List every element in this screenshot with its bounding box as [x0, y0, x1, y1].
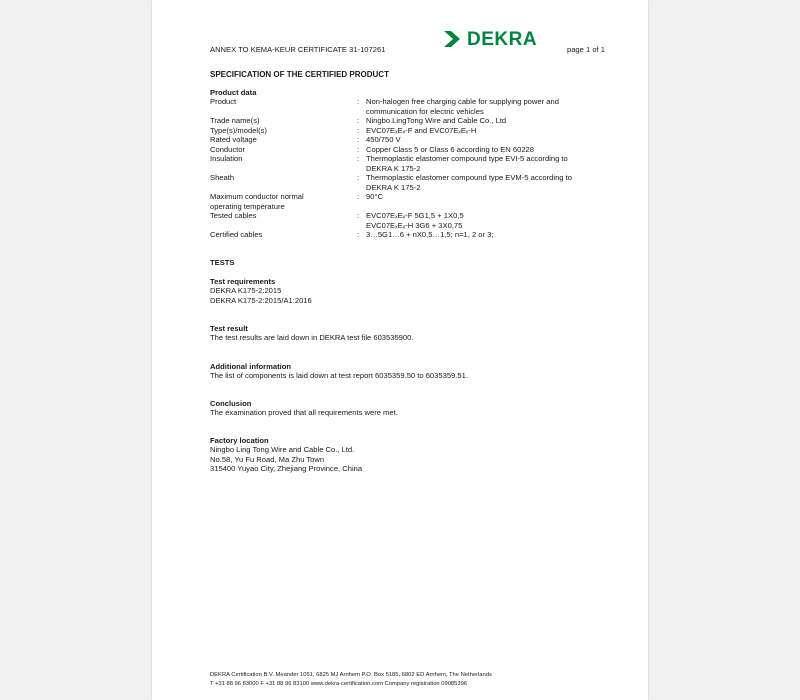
spec-row-value: Thermoplastic elastomer compound type EVI-5 according to — [366, 154, 568, 163]
spec-row-value: communication for electric vehicles — [366, 106, 484, 116]
spec-row-label: Certified cables — [210, 230, 263, 239]
spec-row-label: Tested cables — [210, 211, 257, 220]
factory-address-line: No.58, Yu Fu Road, Ma Zhu Town — [210, 454, 325, 464]
spec-row-value: 90°C — [366, 192, 383, 201]
spec-row-label: Product — [210, 97, 237, 106]
spec-row-colon: : — [357, 135, 360, 144]
certificate-page — [152, 0, 648, 700]
spec-row-colon: : — [357, 173, 360, 182]
footer-address: DEKRA Certification B.V. Meander 1051, 6825 MJ Arnhem P.O. Box 5185, 6802 ED Arnhem, The Netherlands — [210, 672, 492, 678]
additional-info-heading: Additional information — [210, 362, 291, 371]
test-requirement-item: DEKRA K175-2:2015/A1:2016 — [210, 295, 312, 305]
test-requirements-heading: Test requirements — [210, 277, 276, 286]
spec-row-colon: : — [357, 192, 360, 201]
spec-row-value: EVC07EₓEₓ-H 3G6 + 3X0,75 — [366, 220, 463, 230]
dekra-logo — [442, 27, 537, 51]
spec-row-colon: : — [357, 125, 360, 135]
spec-row-label: Sheath — [210, 173, 235, 182]
page-number: page 1 of 1 — [566, 45, 605, 54]
tests-heading: TESTS — [210, 258, 235, 267]
spec-row-label: Rated voltage — [210, 135, 257, 144]
dekra-logo-icon — [442, 29, 462, 49]
spec-row-value: EVC07EₓEₓ-F 5G1,5 + 1X0,5 — [366, 211, 464, 220]
spec-row-value: Ningbo LingTong Wire and Cable Co., Ltd — [366, 116, 507, 125]
spec-row-colon: : — [357, 230, 360, 239]
test-result-heading: Test result — [210, 324, 248, 333]
spec-row-label: operating temperature — [210, 201, 285, 211]
factory-location-heading: Factory location — [210, 436, 269, 445]
spec-row-value: Thermoplastic elastomer compound type EVM-5 according to — [366, 173, 572, 182]
test-requirement-item: DEKRA K175-2:2015 — [210, 286, 282, 295]
conclusion-heading: Conclusion — [210, 399, 252, 408]
spec-row-colon: : — [357, 144, 360, 154]
product-data-heading: Product data — [210, 88, 257, 97]
spec-row-value: Copper Class 5 or Class 6 according to EN 60228 — [366, 144, 534, 154]
factory-address-line: 315400 Yuyao City, Zhejiang Province, China — [210, 464, 363, 473]
spec-row-value: 450/750 V — [366, 135, 401, 144]
spec-row-label: Maximum conductor normal — [210, 192, 304, 201]
factory-address-line: Ningbo Ling Tong Wire and Cable Co., Ltd. — [210, 445, 355, 454]
conclusion-text: The examination proved that all requirements were met. — [210, 408, 398, 417]
spec-row-colon: : — [357, 97, 360, 106]
spec-row-label: Insulation — [210, 154, 243, 163]
spec-row-colon: : — [357, 211, 360, 220]
spec-row-value: Non-halogen free charging cable for supplying power and — [366, 97, 559, 106]
annex-title: ANNEX TO KEMA-KEUR CERTIFICATE 31-107261 — [210, 45, 386, 54]
spec-row-colon: : — [357, 154, 360, 163]
spec-row-colon: : — [357, 116, 360, 125]
spec-row-label: Conductor — [210, 144, 246, 154]
spec-row-value: EVC07EₓEₓ-F and EVC07EₓEₓ-H — [366, 125, 477, 135]
spec-row-label: Trade name(s) — [210, 116, 260, 125]
footer-contact: T +31 88 96 83000 F +31 88 96 83100 www.dekra-certification.com Company registration 09085396 — [210, 681, 468, 687]
spec-row-value: DEKRA K 175-2 — [366, 163, 421, 173]
spec-row-value: 3…5G1…6 + nX0,5…1,5; n=1, 2 or 3; — [366, 230, 494, 239]
brand-name: DEKRA — [467, 28, 538, 50]
spec-row-value: DEKRA K 175-2 — [366, 182, 421, 192]
additional-info-text: The list of components is laid down at test report 6035359.50 to 6035359.51. — [210, 371, 468, 380]
spec-row-label: Type(s)/model(s) — [210, 125, 267, 135]
test-result-text: The test results are laid down in DEKRA test file 603535900. — [210, 333, 414, 342]
spec-title: SPECIFICATION OF THE CERTIFIED PRODUCT — [210, 70, 389, 79]
